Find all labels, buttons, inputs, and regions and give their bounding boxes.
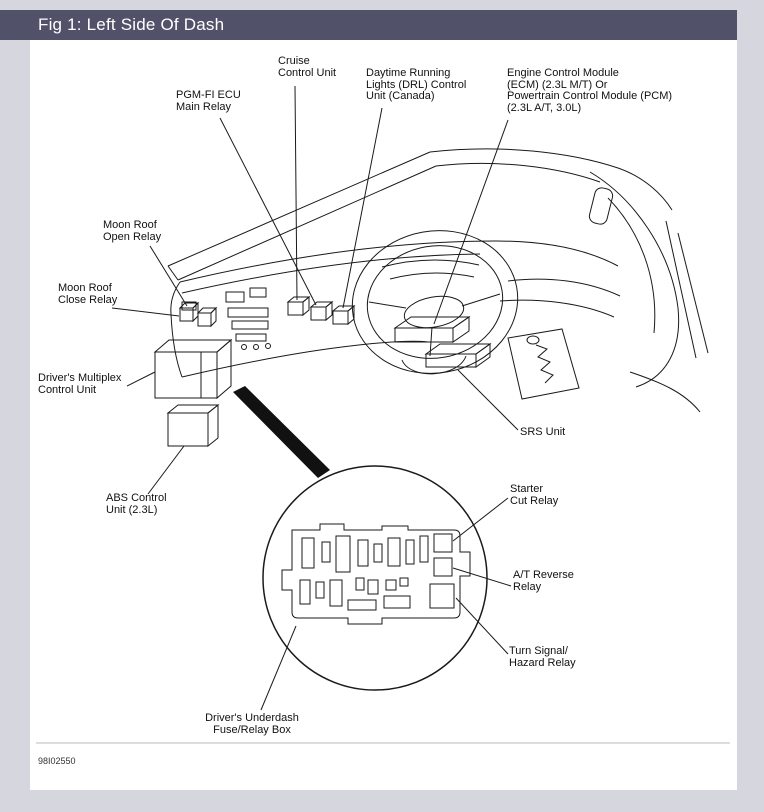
label-drl-control-unit <box>366 68 466 103</box>
label-line: Cruise <box>278 55 310 67</box>
label-line: Relay <box>513 580 542 593</box>
moon-roof-open-relay-box <box>198 308 216 326</box>
label-line: Unit (Canada) <box>366 90 435 102</box>
label-line: Unit (2.3L) <box>106 503 158 516</box>
label-line: (2.3L A/T, 3.0L) <box>507 101 582 114</box>
label-line: Moon Roof <box>58 282 112 294</box>
headrest <box>588 186 614 225</box>
label-starter-cut-relay <box>510 484 558 507</box>
label-ecm-pcm <box>507 68 672 114</box>
label-line: Moon Roof <box>103 219 157 231</box>
label-line: Engine Control Module <box>507 67 619 79</box>
label-line: Control Unit <box>278 66 337 79</box>
label-line: Main Relay <box>176 100 232 113</box>
moon-roof-close-relay-box <box>180 303 198 321</box>
srs-unit-box <box>426 344 490 367</box>
label-line: Turn Signal/ <box>509 645 568 657</box>
pgm-fi-relay-box <box>311 302 332 320</box>
label-line: Close Relay <box>58 293 118 306</box>
label-line: Driver's Multiplex <box>38 372 122 384</box>
label-line: Hazard Relay <box>509 656 576 669</box>
label-line: Starter <box>510 483 544 495</box>
abs-control-unit-box <box>168 405 218 446</box>
label-line: Powertrain Control Module (PCM) <box>507 90 673 102</box>
label-pgm-fi-relay <box>176 90 241 113</box>
label-line: Open Relay <box>103 230 162 243</box>
label-moon-roof-close-relay <box>58 283 117 306</box>
label-line: PGM-FI ECU <box>176 89 241 101</box>
figure-title-bar <box>0 10 737 40</box>
label-line: A/T Reverse <box>513 569 574 581</box>
dash-diagram <box>30 40 737 790</box>
label-moon-roof-open-relay <box>103 220 161 243</box>
label-line: Driver's Underdash <box>205 712 299 724</box>
label-turn-signal-hazard-relay <box>509 646 576 669</box>
drl-control-unit-box <box>333 306 354 324</box>
label-line: ABS Control <box>106 492 167 504</box>
label-underdash-fuse-box <box>202 713 302 736</box>
label-line: Lights (DRL) Control <box>366 78 467 91</box>
label-line: (ECM) (2.3L M/T) Or <box>507 78 608 91</box>
label-multiplex-control-unit <box>38 373 121 396</box>
label-line: Fuse/Relay Box <box>213 723 291 736</box>
label-cruise-control-unit <box>278 56 336 79</box>
label-at-reverse-relay <box>513 570 574 593</box>
label-line: Daytime Running <box>366 67 451 79</box>
figure-panel <box>30 40 737 790</box>
label-srs-unit <box>520 427 565 439</box>
label-line: SRS Unit <box>520 426 566 438</box>
gear-shifter <box>508 329 579 399</box>
magnifier-callout <box>233 386 487 690</box>
car-outline <box>168 149 708 412</box>
figure-title: Fig 1: Left Side Of Dash <box>38 15 225 34</box>
figure-reference-number: 98I02550 <box>38 756 76 766</box>
label-abs-control-unit <box>106 493 167 516</box>
label-line: Control Unit <box>38 383 97 396</box>
label-line: Cut Relay <box>510 494 559 507</box>
cruise-control-unit-box <box>288 297 309 315</box>
